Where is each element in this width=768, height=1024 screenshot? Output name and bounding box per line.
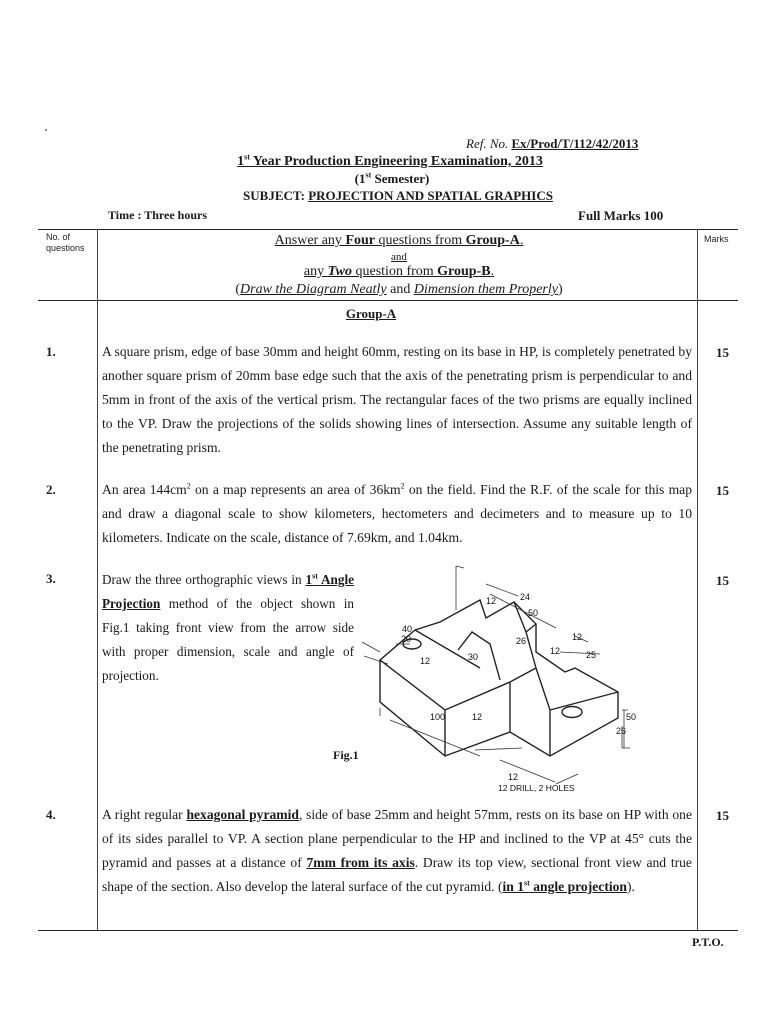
column-header-marks: Marks <box>704 234 729 244</box>
group-a-heading: Group-A <box>345 306 397 321</box>
question-number-1: 1. <box>46 344 56 359</box>
fig-dim-label: 50 <box>626 712 637 722</box>
question-1-text: A square prism, edge of base 30mm and height 60mm, resting on its base in HP, is completely penetrated by another square prism of 20mm base edge such that the axis of the penetrating prism is perpendicular to and 5mm in front of the axis of the vertical prism. The rectangular faces of the two prisms are equally inclined to the VP. Draw the projections of the solids showing lines of intersection. Assume any suitable length of the penetrating prism. <box>102 344 692 455</box>
table-bottom-rule <box>38 930 738 931</box>
object-edges <box>380 602 618 756</box>
question-number-4: 4. <box>46 807 56 822</box>
instructions-bottom-rule <box>38 300 738 301</box>
subject: SUBJECT: PROJECTION AND SPATIAL GRAPHICS <box>243 188 553 203</box>
scan-speck <box>45 129 47 131</box>
fig-dim-label: 12 <box>472 712 483 722</box>
fig-dim-label: 50 <box>528 608 539 618</box>
instruction-line-1: Answer any Four questions from Group-A. <box>274 233 524 248</box>
fig-dim-label: 30 <box>468 652 479 662</box>
question-2-marks: 15 <box>716 483 729 498</box>
fig-drill-note: 12 DRILL, 2 HOLES <box>498 783 575 793</box>
full-marks: Full Marks 100 <box>578 208 664 223</box>
question-2-text: An area $144cm^2$ on a map represents an area of $36km^2$ on the field. Find the R.F. of the scale for this map and draw a diagonal scale to show kilometers, hectometers and decimeters and to measure up to 10 kilometers. Indicate on the scale, distance of 7.69km, and 1.04km. <box>102 481 692 545</box>
fig-dim-label: 100 <box>430 712 446 722</box>
please-turn-over: P.T.O. <box>692 935 724 949</box>
fig-dim-label: 12 <box>420 656 431 666</box>
table-top-rule <box>38 229 738 230</box>
question-3-text: Draw the three orthographic views in 1st Angle Projection method of the object shown in Fig.1 taking front view from the arrow side with proper dimension, scale and angle of projection. <box>102 571 354 683</box>
time-allowed: Time : Three hours <box>108 208 208 222</box>
fig-dim-label: 12 <box>572 632 583 642</box>
fig-dim-label: 26 <box>516 636 527 646</box>
question-1-marks: 15 <box>716 345 729 360</box>
question-3-marks: 15 <box>716 573 729 588</box>
drill-hole-right <box>562 707 582 718</box>
left-column-rule <box>97 229 98 930</box>
fig1-isometric-drawing <box>360 560 660 796</box>
instruction-line-3: any Two question from Group-B. <box>303 264 495 279</box>
question-number-2: 2. <box>46 482 56 497</box>
fig-dim-label: 12 <box>486 596 497 606</box>
fig-dim-label: 26 <box>616 726 627 736</box>
fig-dim-label: 24 <box>520 592 531 602</box>
fig-dim-label: 25 <box>586 650 597 660</box>
question-4-marks: 15 <box>716 808 729 823</box>
fig-dim-label: 20 <box>401 634 412 644</box>
right-column-rule <box>697 229 698 930</box>
instruction-line-4: (Draw the Diagram Neatly and Dimension them Properly) <box>235 282 563 297</box>
exam-title: 1st Year Production Engineering Examination, 2013 <box>237 152 543 169</box>
fig-dim-label: 40 <box>402 624 413 634</box>
fig-dim-label: 12 <box>508 772 519 782</box>
question-4-text: A right regular hexagonal pyramid, side of base 25mm and height 57mm, rests on its base on HP with one of its sides parallel to VP. A section plane perpendicular to the HP and inclined to the VP at 45° cuts the pyramid and passes at a distance of 7mm from its axis. Draw its top view, sectional front view and true shape of the section. Also develop the lateral surface of the cut pyramid. (in 1st angle projection). <box>102 807 692 894</box>
column-header-no: No. of questions <box>46 232 85 253</box>
fig-dim-label: 12 <box>550 646 561 656</box>
figure-1-caption: Fig.1 <box>333 748 359 762</box>
reference-number: Ref. No. Ex/Prod/T/112/42/2013 <box>466 136 639 151</box>
instruction-line-2: and <box>391 251 407 263</box>
semester: (1st Semester) <box>354 170 430 186</box>
question-number-3: 3. <box>46 571 56 586</box>
